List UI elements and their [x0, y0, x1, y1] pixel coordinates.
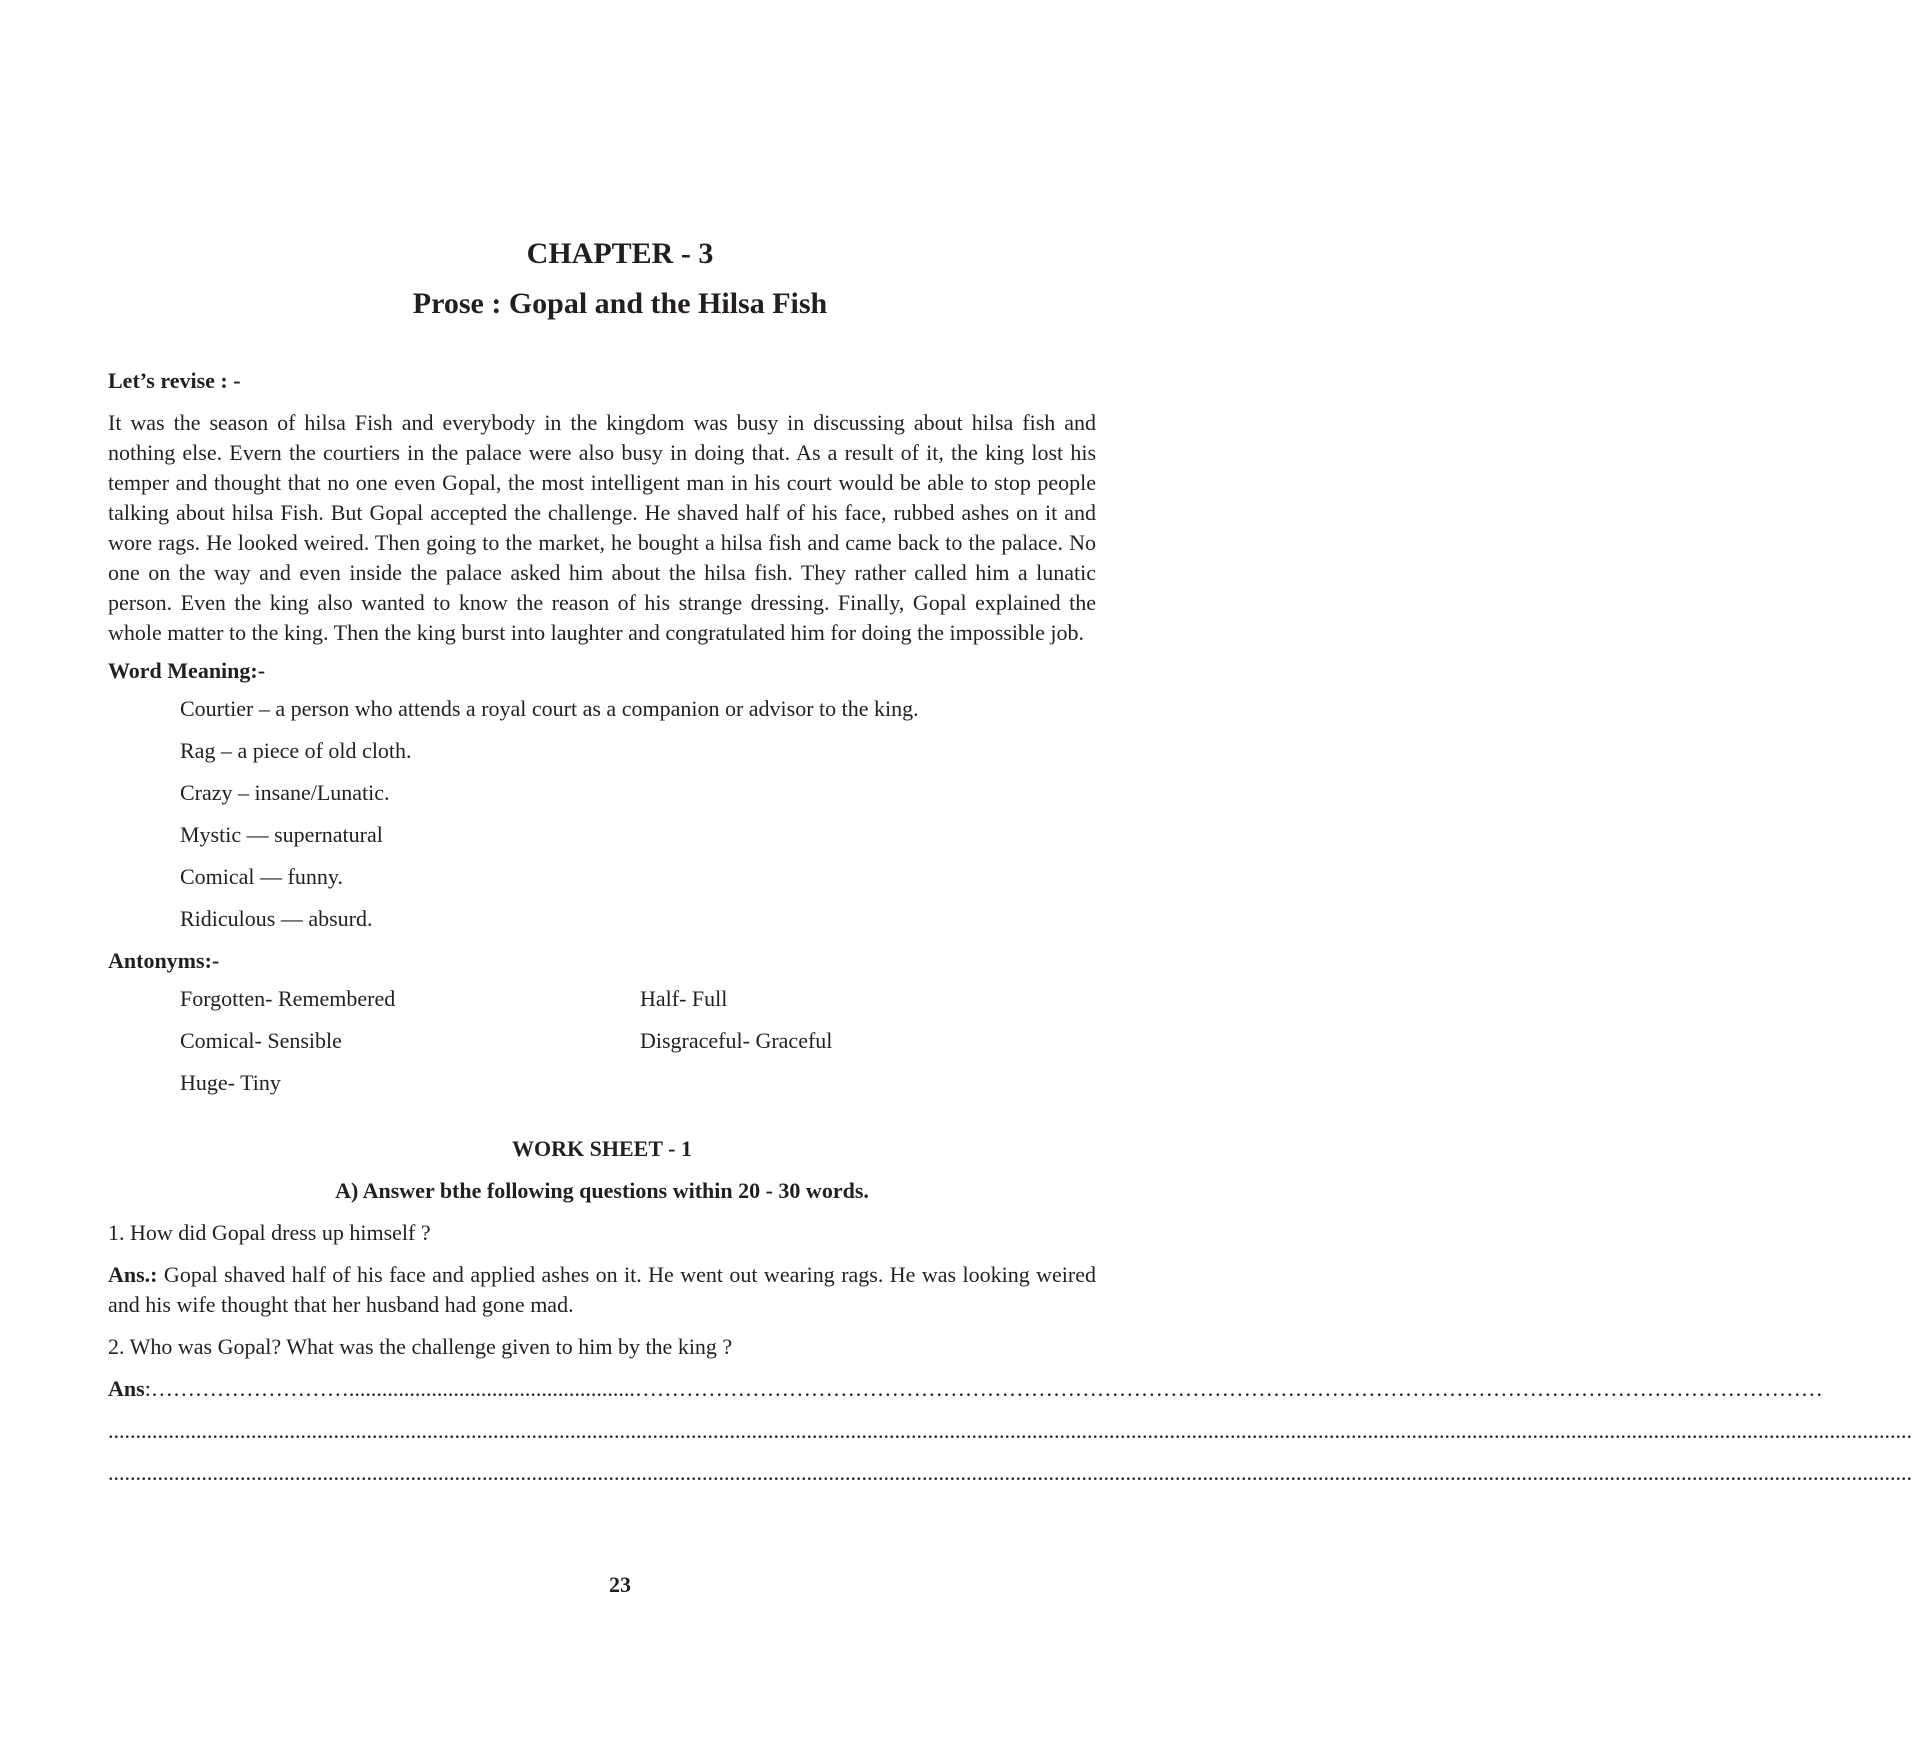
- word-meaning-item: Crazy – insane/Lunatic.: [180, 780, 390, 805]
- blank-line-dots: ........................................................................................................................................................................................................................................................................................................................................: [108, 1460, 1912, 1485]
- page-content: [108, 366, 1912, 1500]
- antonym-item: Huge- Tiny: [180, 1070, 281, 1095]
- antonym-item: Half- Full: [640, 986, 728, 1011]
- chapter-number: CHAPTER - 3: [526, 237, 714, 270]
- answer-1-label: Ans.:: [108, 1262, 158, 1287]
- answer-2-colon: :: [144, 1376, 151, 1401]
- word-meaning-item: Courtier – a person who attends a royal court as a companion or advisor to the king.: [180, 696, 919, 721]
- answer-blank-line[interactable]: [108, 1458, 1912, 1488]
- chapter-title: Prose : Gopal and the Hilsa Fish: [412, 287, 828, 320]
- worksheet-title: WORK SHEET - 1: [512, 1136, 692, 1161]
- answer-1: [108, 1260, 1096, 1320]
- answer-blank-line[interactable]: [108, 1416, 1912, 1446]
- antonym-item: Comical- Sensible: [180, 1028, 342, 1053]
- antonyms-list: [180, 984, 1096, 1098]
- word-meaning-item: Ridiculous — absurd.: [180, 906, 373, 931]
- page-number: 23: [609, 1572, 631, 1597]
- revise-heading: Let’s revise : -: [108, 368, 241, 393]
- worksheet-instruction: A) Answer bthe following questions within 20 - 30 words.: [335, 1178, 869, 1203]
- word-meaning-item: Comical — funny.: [180, 864, 343, 889]
- answer-2-label: Ans: [108, 1376, 145, 1401]
- antonyms-heading: Antonyms:-: [108, 948, 220, 973]
- blank-line-dots: ........................................................................................................................................................................................................................................................................................................................................: [108, 1418, 1912, 1443]
- word-meaning-heading: Word Meaning:-: [108, 658, 266, 683]
- word-meaning-item: Mystic — supernatural: [180, 822, 383, 847]
- antonym-item: Disgraceful- Graceful: [640, 1028, 833, 1053]
- question-2: 2. Who was Gopal? What was the challenge given to him by the king ?: [108, 1334, 733, 1359]
- word-meaning-item: Rag – a piece of old cloth.: [180, 738, 412, 763]
- antonym-item: Forgotten- Remembered: [180, 986, 396, 1011]
- answer-2-dots: ………………………....................................................………………………………………………………………………………………………………………………………………………: [150, 1376, 1823, 1401]
- question-1: 1. How did Gopal dress up himself ?: [108, 1220, 431, 1245]
- summary-paragraph: It was the season of hilsa Fish and everybody in the kingdom was busy in discussing about hilsa fish and nothing else. Evern the courtiers in the palace were also busy in doing that. As a result of it, the king lost his temper and thought that no one even Gopal, the most intelligent man in his court would be able to stop people talking about hilsa Fish. But Gopal accepted the challenge. He shaved half of his face, rubbed ashes on it and wore rags. He looked weired. Then going to the market, he bought a hilsa fish and came back to the palace. No one on the way and even inside the palace asked him about the hilsa fish. They rather called him a lunatic person. Even the king also wanted to know the reason of his strange dressing. Finally, Gopal explained the whole matter to the king. Then the king burst into laughter and congratulated him for doing the impossible job.: [108, 410, 1096, 645]
- answer-1-text: Gopal shaved half of his face and applied ashes on it. He went out wearing rags. He was looking weired and his wife thought that her husband had gone mad.: [108, 1262, 1096, 1317]
- word-meaning-list: [180, 694, 1096, 934]
- answer-2-line[interactable]: [108, 1374, 1823, 1404]
